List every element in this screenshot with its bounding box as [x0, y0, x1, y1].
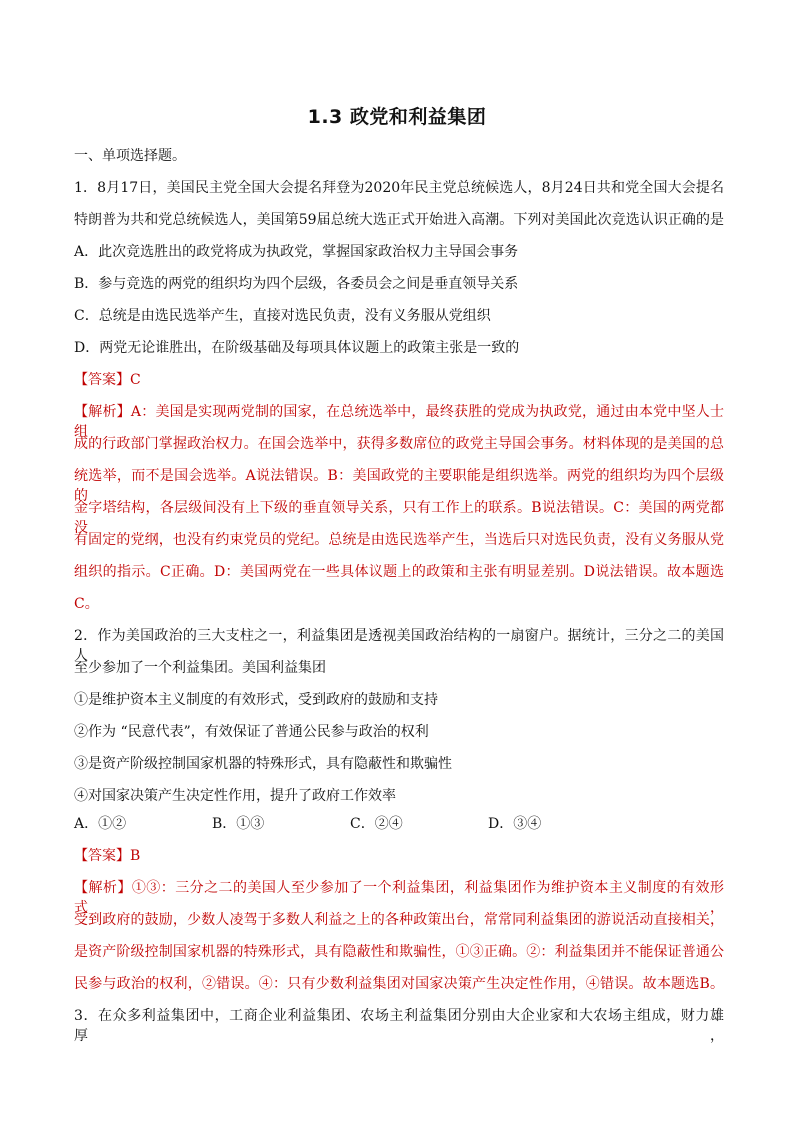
q2-analysis-tag: 【解析】 [74, 880, 132, 896]
q2-statement-4: ④对国家决策产生决定性作用，提升了政府工作效率 [74, 788, 396, 804]
q2-option-a: A．①② [74, 816, 127, 832]
q1-option-b: B．参与竞选的两党的组织均为四个层级，各委员会之间是垂直领导关系 [74, 276, 519, 292]
q1-option-d: D．两党无论谁胜出，在阶级基础及每项具体议题上的政策主张是一致的 [74, 340, 520, 356]
q1-analysis-line: 组织的指示。C正确。D：美国两党在一些具体议题上的政策和主张有明显差别。D说法错误。故本题选 [74, 564, 724, 580]
q1-answer: 【答案】C [74, 372, 141, 388]
q2-analysis-text: ①③：三分之二的美国人至少参加了一个利益集团，利益集团作为维护资本主义制度的有效形式， [74, 880, 725, 916]
page-title: 1.3 政党和利益集团 [307, 106, 487, 128]
q2-stem-line: 至少参加了一个利益集团。美国利益集团 [74, 660, 326, 676]
q1-analysis-text: A：美国是实现两党制的国家，在总统选举中，最终获胜的党成为执政党，通过由本党中坚人士组 [74, 404, 725, 440]
q1-option-a: A．此次竞选胜出的政党将成为执政党，掌握国家政治权力主导国会事务 [74, 244, 519, 260]
q2-statement-3: ③是资产阶级控制国家机器的特殊形式，具有隐蔽性和欺骗性 [74, 756, 452, 772]
q2-stem-line: 2．作为美国政治的三大支柱之一，利益集团是透视美国政治结构的一扇窗户。据统计，三分之二的美国人 [74, 628, 724, 664]
q1-stem-line: 特朗普为共和党总统候选人，美国第59届总统大选正式开始进入高潮。下列对美国此次竞选认识正确的是 [74, 212, 724, 228]
q1-analysis-tag: 【解析】 [74, 404, 131, 420]
q2-statement-1: ①是维护资本主义制度的有效形式，受到政府的鼓励和支持 [74, 692, 438, 708]
q1-analysis-line: 有固定的党纲，也没有约束党员的党纪。总统是由选民选举产生，当选后只对选民负责，没有义务服从党 [74, 532, 724, 548]
q2-answer: 【答案】B [74, 848, 141, 864]
section-heading: 一、单项选择题。 [74, 148, 186, 164]
q1-analysis-line: 成的行政部门掌握政治权力。在国会选举中，获得多数席位的政党主导国会事务。材料体现的是美国的总 [74, 436, 724, 452]
q2-option-c: C．②④ [350, 816, 403, 832]
q2-option-b: B．①③ [212, 816, 265, 832]
q1-analysis-line: C。 [74, 596, 99, 612]
q1-stem-line: 1．8月17日，美国民主党全国大会提名拜登为2020年民主党总统候选人，8月24日共和党全国大会提名 [74, 180, 724, 196]
q2-option-d: D．③④ [488, 816, 542, 832]
q2-analysis-line: 是资产阶级控制国家机器的特殊形式，具有隐蔽性和欺骗性，①③正确。②：利益集团并不能保证普通公 [74, 944, 724, 960]
q1-option-c: C．总统是由选民选举产生，直接对选民负责，没有义务服从党组织 [74, 308, 491, 324]
q3-stem-line: 3．在众多利益集团中，工商企业利益集团、农场主利益集团分别由大企业家和大农场主组成，财力雄厚， [74, 1008, 724, 1044]
q1-analysis-line: 统选举，而不是国会选举。A说法错误。B：美国政党的主要职能是组织选举。两党的组织均为四个层级的 [74, 468, 724, 504]
q2-analysis-line: 受到政府的鼓励，少数人凌驾于多数人利益之上的各种政策出台，常常同利益集团的游说活动直接相关， [74, 912, 724, 928]
q2-analysis-line: 民参与政治的权利，②错误。④：只有少数利益集团对国家决策产生决定性作用，④错误。故本题选B。 [74, 976, 724, 992]
q1-analysis-line: 金字塔结构，各层级间没有上下级的垂直领导关系，只有工作上的联系。B说法错误。C：美国的两党都没 [74, 500, 724, 536]
q2-statement-2: ②作为 “民意代表”，有效保证了普通公民参与政治的权利 [74, 724, 429, 740]
q2-options-row [74, 814, 724, 834]
